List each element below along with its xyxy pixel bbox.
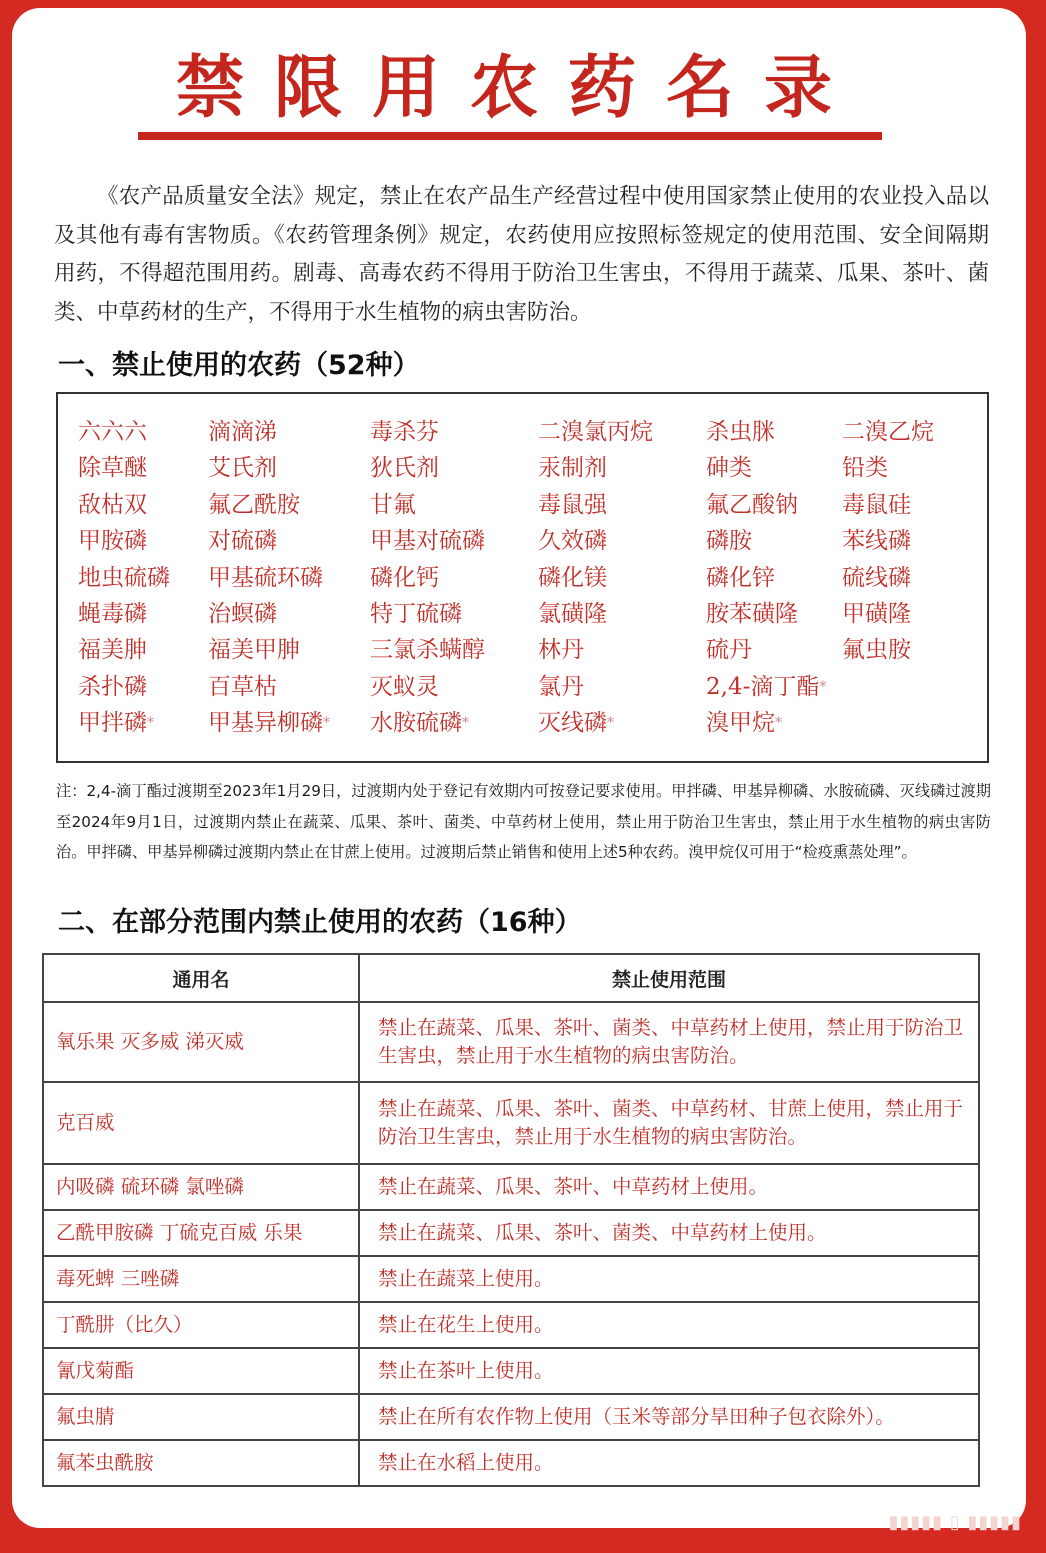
watermark: ▮▮▮▮▮ ▯ ▮▮▮▮▮ xyxy=(888,1512,1022,1533)
banned-pesticides-grid xyxy=(78,416,978,744)
pesticide-name: 狄氏剂 xyxy=(370,455,439,482)
grid-row xyxy=(78,634,978,670)
grid-row xyxy=(78,452,978,488)
section2-heading: 二、在部分范围内禁止使用的农药（16种） xyxy=(58,907,582,938)
pesticide-name: 艾氏剂 xyxy=(208,455,277,482)
pesticide-name: 滴滴涕 xyxy=(208,419,277,445)
common-name-cell: 氟苯虫酰胺 xyxy=(43,1440,359,1486)
section1-note: 注：2,4-滴丁酯过渡期至2023年1月29日，过渡期内处于登记有效期内可按登记要求使用。甲拌磷、甲基异柳磷、水胺硫磷、灭线磷过渡期至2024年9月1日，过渡期内禁止在蔬菜、瓜果、茶叶、菌类、中草药材上使用，禁止用于防治卫生害虫，禁止用于水生植物的病虫害防治。甲拌磷、甲基异柳磷过渡期内禁止在甘蔗上使用。过渡期后禁止销售和使用上述5种农药。溴甲烷仅可用于“检疫熏蒸处理”。 xyxy=(56,782,991,862)
pesticide-name: 铅类 xyxy=(842,455,888,482)
prohibited-scope-cell: 禁止在茶叶上使用。 xyxy=(359,1348,979,1394)
header-prohibited-scope: 禁止使用范围 xyxy=(359,954,979,1002)
pesticide-name: 福美胂 xyxy=(78,637,147,664)
pesticide-name: 硫线磷 xyxy=(842,564,911,591)
common-name-cell: 氟虫腈 xyxy=(43,1394,359,1440)
pesticide-name: 福美甲胂 xyxy=(208,637,300,664)
section1-heading: 一、禁止使用的农药（52种） xyxy=(58,350,420,381)
common-name-cell: 克百威 xyxy=(43,1082,359,1164)
pesticide-name: 林丹 xyxy=(538,637,584,664)
pesticide-name: 毒杀芬 xyxy=(370,419,439,445)
prohibited-scope-cell: 禁止在花生上使用。 xyxy=(359,1302,979,1348)
pesticide-name: 二溴乙烷 xyxy=(842,419,934,445)
pesticide-name: 灭线磷* xyxy=(538,710,614,737)
prohibited-scope-cell: 禁止在蔬菜上使用。 xyxy=(359,1256,979,1302)
prohibited-scope-cell: 禁止在蔬菜、瓜果、茶叶、菌类、中草药材上使用。 xyxy=(359,1210,979,1256)
common-name-cell: 毒死蜱 三唑磷 xyxy=(43,1256,359,1302)
pesticide-name: 砷类 xyxy=(706,455,752,482)
table-row xyxy=(43,1440,979,1486)
pesticide-name: 敌枯双 xyxy=(78,491,147,518)
pesticide-name: 百草枯 xyxy=(208,673,277,700)
table-row xyxy=(43,1002,979,1082)
pesticide-name: 硫丹 xyxy=(706,637,752,664)
pesticide-name: 二溴氯丙烷 xyxy=(538,419,653,445)
grid-row xyxy=(78,562,978,598)
prohibited-scope-cell: 禁止在蔬菜、瓜果、茶叶、中草药材上使用。 xyxy=(359,1164,979,1210)
pesticide-name: 氯磺隆 xyxy=(538,600,607,627)
prohibited-scope-cell: 禁止在蔬菜、瓜果、茶叶、菌类、中草药材、甘蔗上使用，禁止用于防治卫生害虫，禁止用于水生植物的病虫害防治。 xyxy=(359,1082,979,1164)
grid-row xyxy=(78,416,978,452)
restricted-pesticides-table xyxy=(42,953,980,1487)
pesticide-name: 毒鼠硅 xyxy=(842,491,911,518)
common-name-cell: 氧乐果 灭多威 涕灭威 xyxy=(43,1002,359,1082)
pesticide-name: 特丁硫磷 xyxy=(370,600,462,627)
pesticide-name: 2,4-滴丁酯* xyxy=(706,673,827,700)
pesticide-name: 杀扑磷 xyxy=(78,673,147,700)
prohibited-scope-cell: 禁止在蔬菜、瓜果、茶叶、菌类、中草药材上使用，禁止用于防治卫生害虫，禁止用于水生植物的病虫害防治。 xyxy=(359,1002,979,1082)
pesticide-name: 磷化锌 xyxy=(706,564,775,591)
banned-pesticides-box xyxy=(56,392,989,763)
pesticide-name: 甲基硫环磷 xyxy=(208,564,323,591)
pesticide-name: 蝇毒磷 xyxy=(78,600,147,627)
prohibited-scope-cell: 禁止在所有农作物上使用（玉米等部分旱田种子包衣除外）。 xyxy=(359,1394,979,1440)
table-row xyxy=(43,1302,979,1348)
pesticide-name: 溴甲烷* xyxy=(706,710,782,737)
pesticide-name: 胺苯磺隆 xyxy=(706,600,798,627)
pesticide-name: 甘氟 xyxy=(370,491,416,518)
common-name-cell: 乙酰甲胺磷 丁硫克百威 乐果 xyxy=(43,1210,359,1256)
common-name-cell: 丁酰肼（比久） xyxy=(43,1302,359,1348)
pesticide-name: 对硫磷 xyxy=(208,528,277,555)
pesticide-name: 治螟磷 xyxy=(208,600,277,627)
table-row xyxy=(43,1256,979,1302)
pesticide-name: 磷化镁 xyxy=(538,564,607,591)
header-common-name: 通用名 xyxy=(43,954,359,1002)
pesticide-name: 氯丹 xyxy=(538,673,584,700)
table-row xyxy=(43,1164,979,1210)
pesticide-name: 水胺硫磷* xyxy=(370,710,469,737)
pesticide-name: 汞制剂 xyxy=(538,455,607,482)
table-header-row xyxy=(43,954,979,1002)
pesticide-name: 毒鼠强 xyxy=(538,491,607,518)
pesticide-name: 甲拌磷* xyxy=(78,710,154,737)
grid-row xyxy=(78,707,978,743)
common-name-cell: 氰戊菊酯 xyxy=(43,1348,359,1394)
pesticide-name: 除草醚 xyxy=(78,455,147,482)
pesticide-name: 六六六 xyxy=(78,419,147,445)
pesticide-name: 灭蚁灵 xyxy=(370,673,439,700)
pesticide-name: 磷胺 xyxy=(706,528,752,555)
pesticide-name: 磷化钙 xyxy=(370,564,439,591)
pesticide-name: 甲基对硫磷 xyxy=(370,528,485,555)
table-row xyxy=(43,1394,979,1440)
page-title: 禁限用农药名录 xyxy=(175,48,862,128)
pesticide-name: 杀虫脒 xyxy=(706,419,775,445)
pesticide-name: 甲胺磷 xyxy=(78,528,147,555)
grid-row xyxy=(78,489,978,525)
pesticide-name: 氟虫胺 xyxy=(842,637,911,664)
common-name-cell: 内吸磷 硫环磷 氯唑磷 xyxy=(43,1164,359,1210)
pesticide-name: 苯线磷 xyxy=(842,528,911,555)
pesticide-name: 地虫硫磷 xyxy=(78,564,170,591)
table-row xyxy=(43,1082,979,1164)
intro-paragraph: 《农产品质量安全法》规定，禁止在农产品生产经营过程中使用国家禁止使用的农业投入品以及其他有毒有害物质。《农药管理条例》规定，农药使用应按照标签规定的使用范围、安全间隔期用药，不得超范围用药。剧毒、高毒农药不得用于防治卫生害虫，不得用于蔬菜、瓜果、茶叶、菌类、中草药材的生产，不得用于水生植物的病虫害防治。 xyxy=(54,184,989,325)
grid-row xyxy=(78,671,978,707)
pesticide-name: 甲基异柳磷* xyxy=(208,710,330,737)
prohibited-scope-cell: 禁止在水稻上使用。 xyxy=(359,1440,979,1486)
pesticide-name: 甲磺隆 xyxy=(842,600,911,627)
pesticide-name: 氟乙酸钠 xyxy=(706,491,798,518)
grid-row xyxy=(78,598,978,634)
table-row xyxy=(43,1348,979,1394)
grid-row xyxy=(78,525,978,561)
table-row xyxy=(43,1210,979,1256)
pesticide-name: 氟乙酰胺 xyxy=(208,491,300,518)
pesticide-name: 久效磷 xyxy=(538,528,607,555)
title-underline xyxy=(138,132,882,140)
pesticide-name: 三氯杀螨醇 xyxy=(370,637,485,664)
